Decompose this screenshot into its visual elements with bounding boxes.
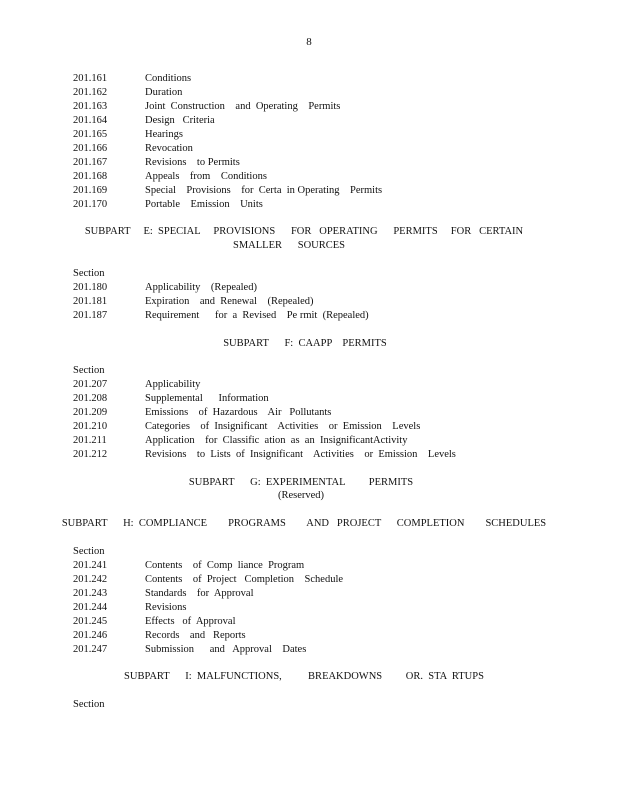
section-number: 201.161 (73, 73, 108, 84)
toc-row (73, 170, 267, 184)
toc-row (73, 156, 240, 170)
toc-row (73, 281, 257, 295)
subpart-g-reserved: (Reserved) (277, 490, 325, 501)
section-number: 201.247 (73, 644, 108, 655)
toc-row (73, 601, 186, 615)
toc-row (73, 573, 343, 587)
section-number: 201.209 (73, 407, 108, 418)
toc-row (73, 184, 382, 198)
subpart-e-heading-line2: SMALLER SOURCES (232, 240, 346, 251)
toc-row (73, 198, 263, 212)
section-number: 201.167 (73, 157, 108, 168)
section-number: 201.212 (73, 449, 108, 460)
section-number: 201.168 (73, 171, 108, 182)
section-title: Revisions to Lists of Insignificant Activities or Emission Levels (145, 449, 456, 460)
section-title: Joint Construction and Operating Permits (145, 101, 341, 112)
toc-row (73, 406, 331, 420)
section-title: Applicability (Repealed) (145, 282, 257, 293)
section-title: Revisions (145, 602, 187, 613)
section-label: Section (73, 699, 105, 710)
section-title: Conditions (145, 73, 192, 84)
section-number: 201.187 (73, 310, 108, 321)
section-number: 201.162 (73, 87, 108, 98)
section-number: 201.170 (73, 199, 108, 210)
section-title: Contents of Comp liance Program (145, 560, 305, 571)
section-title: Records and Reports (145, 630, 246, 641)
toc-row (73, 72, 191, 86)
page-number: 8 (306, 36, 312, 48)
toc-row (73, 643, 306, 657)
section-number: 201.245 (73, 616, 108, 627)
toc-row (73, 448, 456, 462)
section-title: Duration (145, 87, 183, 98)
section-number: 201.242 (73, 574, 108, 585)
section-label: Section (73, 546, 105, 557)
section-title: Requirement for a Revised Pe rmit (Repealed) (145, 310, 369, 321)
section-title: Submission and Approval Dates (145, 644, 307, 655)
section-label: Section (73, 365, 105, 376)
section-title: Emissions of Hazardous Air Pollutants (145, 407, 332, 418)
section-title: Contents of Project Completion Schedule (145, 574, 344, 585)
section-number: 201.241 (73, 560, 108, 571)
section-title: Supplemental Information (145, 393, 269, 404)
section-title: Standards for Approval (145, 588, 254, 599)
section-title: Applicability (145, 379, 201, 390)
section-number: 201.246 (73, 630, 108, 641)
section-number: 201.243 (73, 588, 108, 599)
toc-row (73, 114, 215, 128)
toc-row (73, 309, 369, 323)
toc-row (73, 392, 269, 406)
toc-row (73, 420, 420, 434)
section-number: 201.210 (73, 421, 108, 432)
section-title: Expiration and Renewal (Repealed) (145, 296, 314, 307)
section-number: 201.165 (73, 129, 108, 140)
section-number: 201.163 (73, 101, 108, 112)
section-label: Section (73, 268, 105, 279)
toc-row (73, 142, 193, 156)
toc-row (73, 434, 407, 448)
section-title: Appeals from Conditions (145, 171, 267, 182)
section-number: 201.164 (73, 115, 108, 126)
subpart-f-heading: SUBPART F: CAAPP PERMITS (223, 338, 387, 349)
section-title: Application for Classific ation as an InsignificantActivity (145, 435, 408, 446)
subpart-i-heading: SUBPART I: MALFUNCTIONS, BREAKDOWNS OR. STA RTUPS (124, 671, 484, 682)
toc-row (73, 587, 253, 601)
section-title: Effects of Approval (145, 616, 236, 627)
toc-row (73, 128, 183, 142)
section-title: Special Provisions for Certa in Operating Permits (145, 185, 383, 196)
section-number: 201.169 (73, 185, 108, 196)
section-title: Hearings (145, 129, 183, 140)
section-number: 201.181 (73, 296, 108, 307)
toc-row (73, 615, 236, 629)
section-number: 201.207 (73, 379, 108, 390)
section-title: Revocation (145, 143, 193, 154)
toc-row (73, 559, 304, 573)
toc-row (73, 378, 200, 392)
subpart-g-heading: SUBPART G: EXPERIMENTAL PERMITS (188, 477, 414, 488)
section-number: 201.208 (73, 393, 108, 404)
section-number: 201.244 (73, 602, 108, 613)
subpart-e-heading: SUBPART E: SPECIAL PROVISIONS FOR OPERATING PERMITS FOR CERTAIN (84, 226, 524, 237)
section-title: Revisions to Permits (145, 157, 240, 168)
toc-row (73, 86, 182, 100)
subpart-h-heading: SUBPART H: COMPLIANCE PROGRAMS AND PROJECT COMPLETION SCHEDULES (61, 518, 547, 529)
section-title: Design Criteria (145, 115, 215, 126)
toc-row (73, 295, 314, 309)
section-number: 201.211 (73, 435, 107, 446)
section-title: Portable Emission Units (145, 199, 263, 210)
toc-row (73, 629, 246, 643)
toc-row (73, 100, 340, 114)
section-title: Categories of Insignificant Activities or Emission Levels (145, 421, 421, 432)
section-number: 201.180 (73, 282, 108, 293)
section-number: 201.166 (73, 143, 108, 154)
